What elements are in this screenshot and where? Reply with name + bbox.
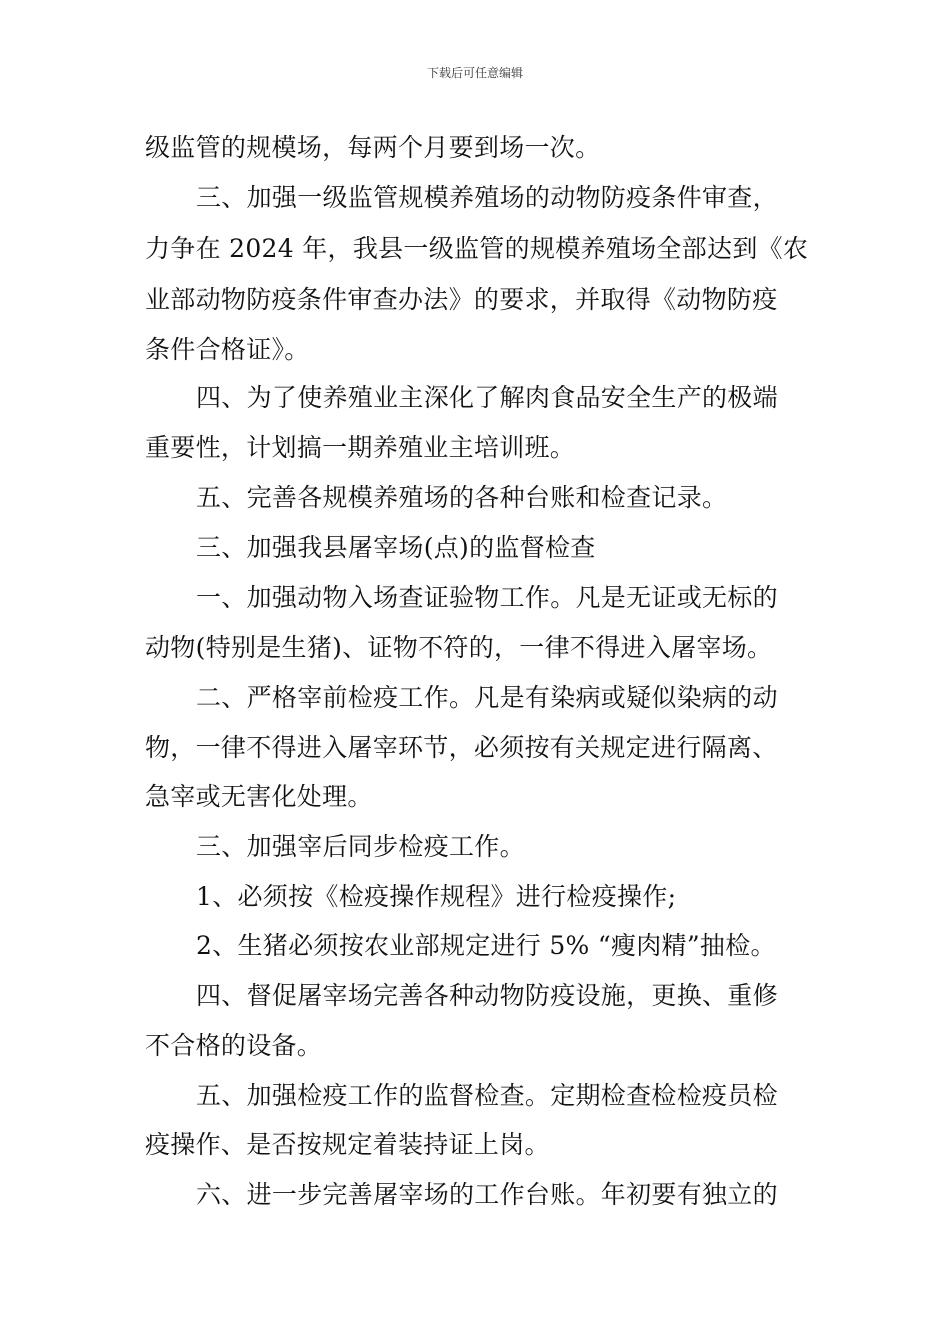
text-line: 四、督促屠宰场完善各种动物防疫设施，更换、重修: [196, 981, 778, 1010]
text-line: 业部动物防疫条件审查办法》的要求，并取得《动物防疫: [145, 285, 778, 314]
text-line: 疫操作、是否按规定着装持证上岗。: [145, 1130, 550, 1159]
text-line: 1、必须按《检疫操作规程》进行检疫操作;: [196, 882, 677, 911]
text-line: 动物(特别是生猪)、证物不符的，一律不得进入屠宰场。: [145, 633, 773, 662]
text-line: 五、完善各规模养殖场的各种台账和检查记录。: [196, 483, 728, 512]
text-line: 不合格的设备。: [145, 1031, 323, 1060]
text-line: 三、加强我县屠宰场(点)的监督检查: [196, 533, 596, 562]
text-line: 物，一律不得进入屠宰环节，必须按有关规定进行隔离、: [145, 733, 778, 762]
text-line: 六、进一步完善屠宰场的工作台账。年初要有独立的: [196, 1180, 778, 1209]
text-line: 五、加强检疫工作的监督检查。定期检查检检疫员检: [196, 1081, 778, 1110]
text-line: 重要性，计划搞一期养殖业主培训班。: [145, 433, 576, 462]
text-line: 三、加强一级监管规模养殖场的动物防疫条件审查，: [196, 183, 778, 212]
page-header: 下载后可任意编辑: [426, 66, 523, 80]
text-line: 三、加强宰后同步检疫工作。: [196, 832, 525, 861]
text-line: 级监管的规模场，每两个月要到场一次。: [145, 133, 601, 162]
text-line: 二、严格宰前检疫工作。凡是有染病或疑似染病的动: [196, 683, 778, 712]
text-line: 2、生猪必须按农业部规定进行 5% “瘦肉精”抽检。: [196, 931, 776, 960]
text-line: 急宰或无害化处理。: [145, 782, 373, 811]
text-line: 力争在 2024 年，我县一级监管的规模养殖场全部达到《农: [145, 234, 809, 263]
text-line: 一、加强动物入场查证验物工作。凡是无证或无标的: [196, 583, 778, 612]
text-line: 条件合格证》。: [145, 335, 310, 364]
text-line: 四、为了使养殖业主深化了解肉食品安全生产的极端: [196, 383, 778, 412]
